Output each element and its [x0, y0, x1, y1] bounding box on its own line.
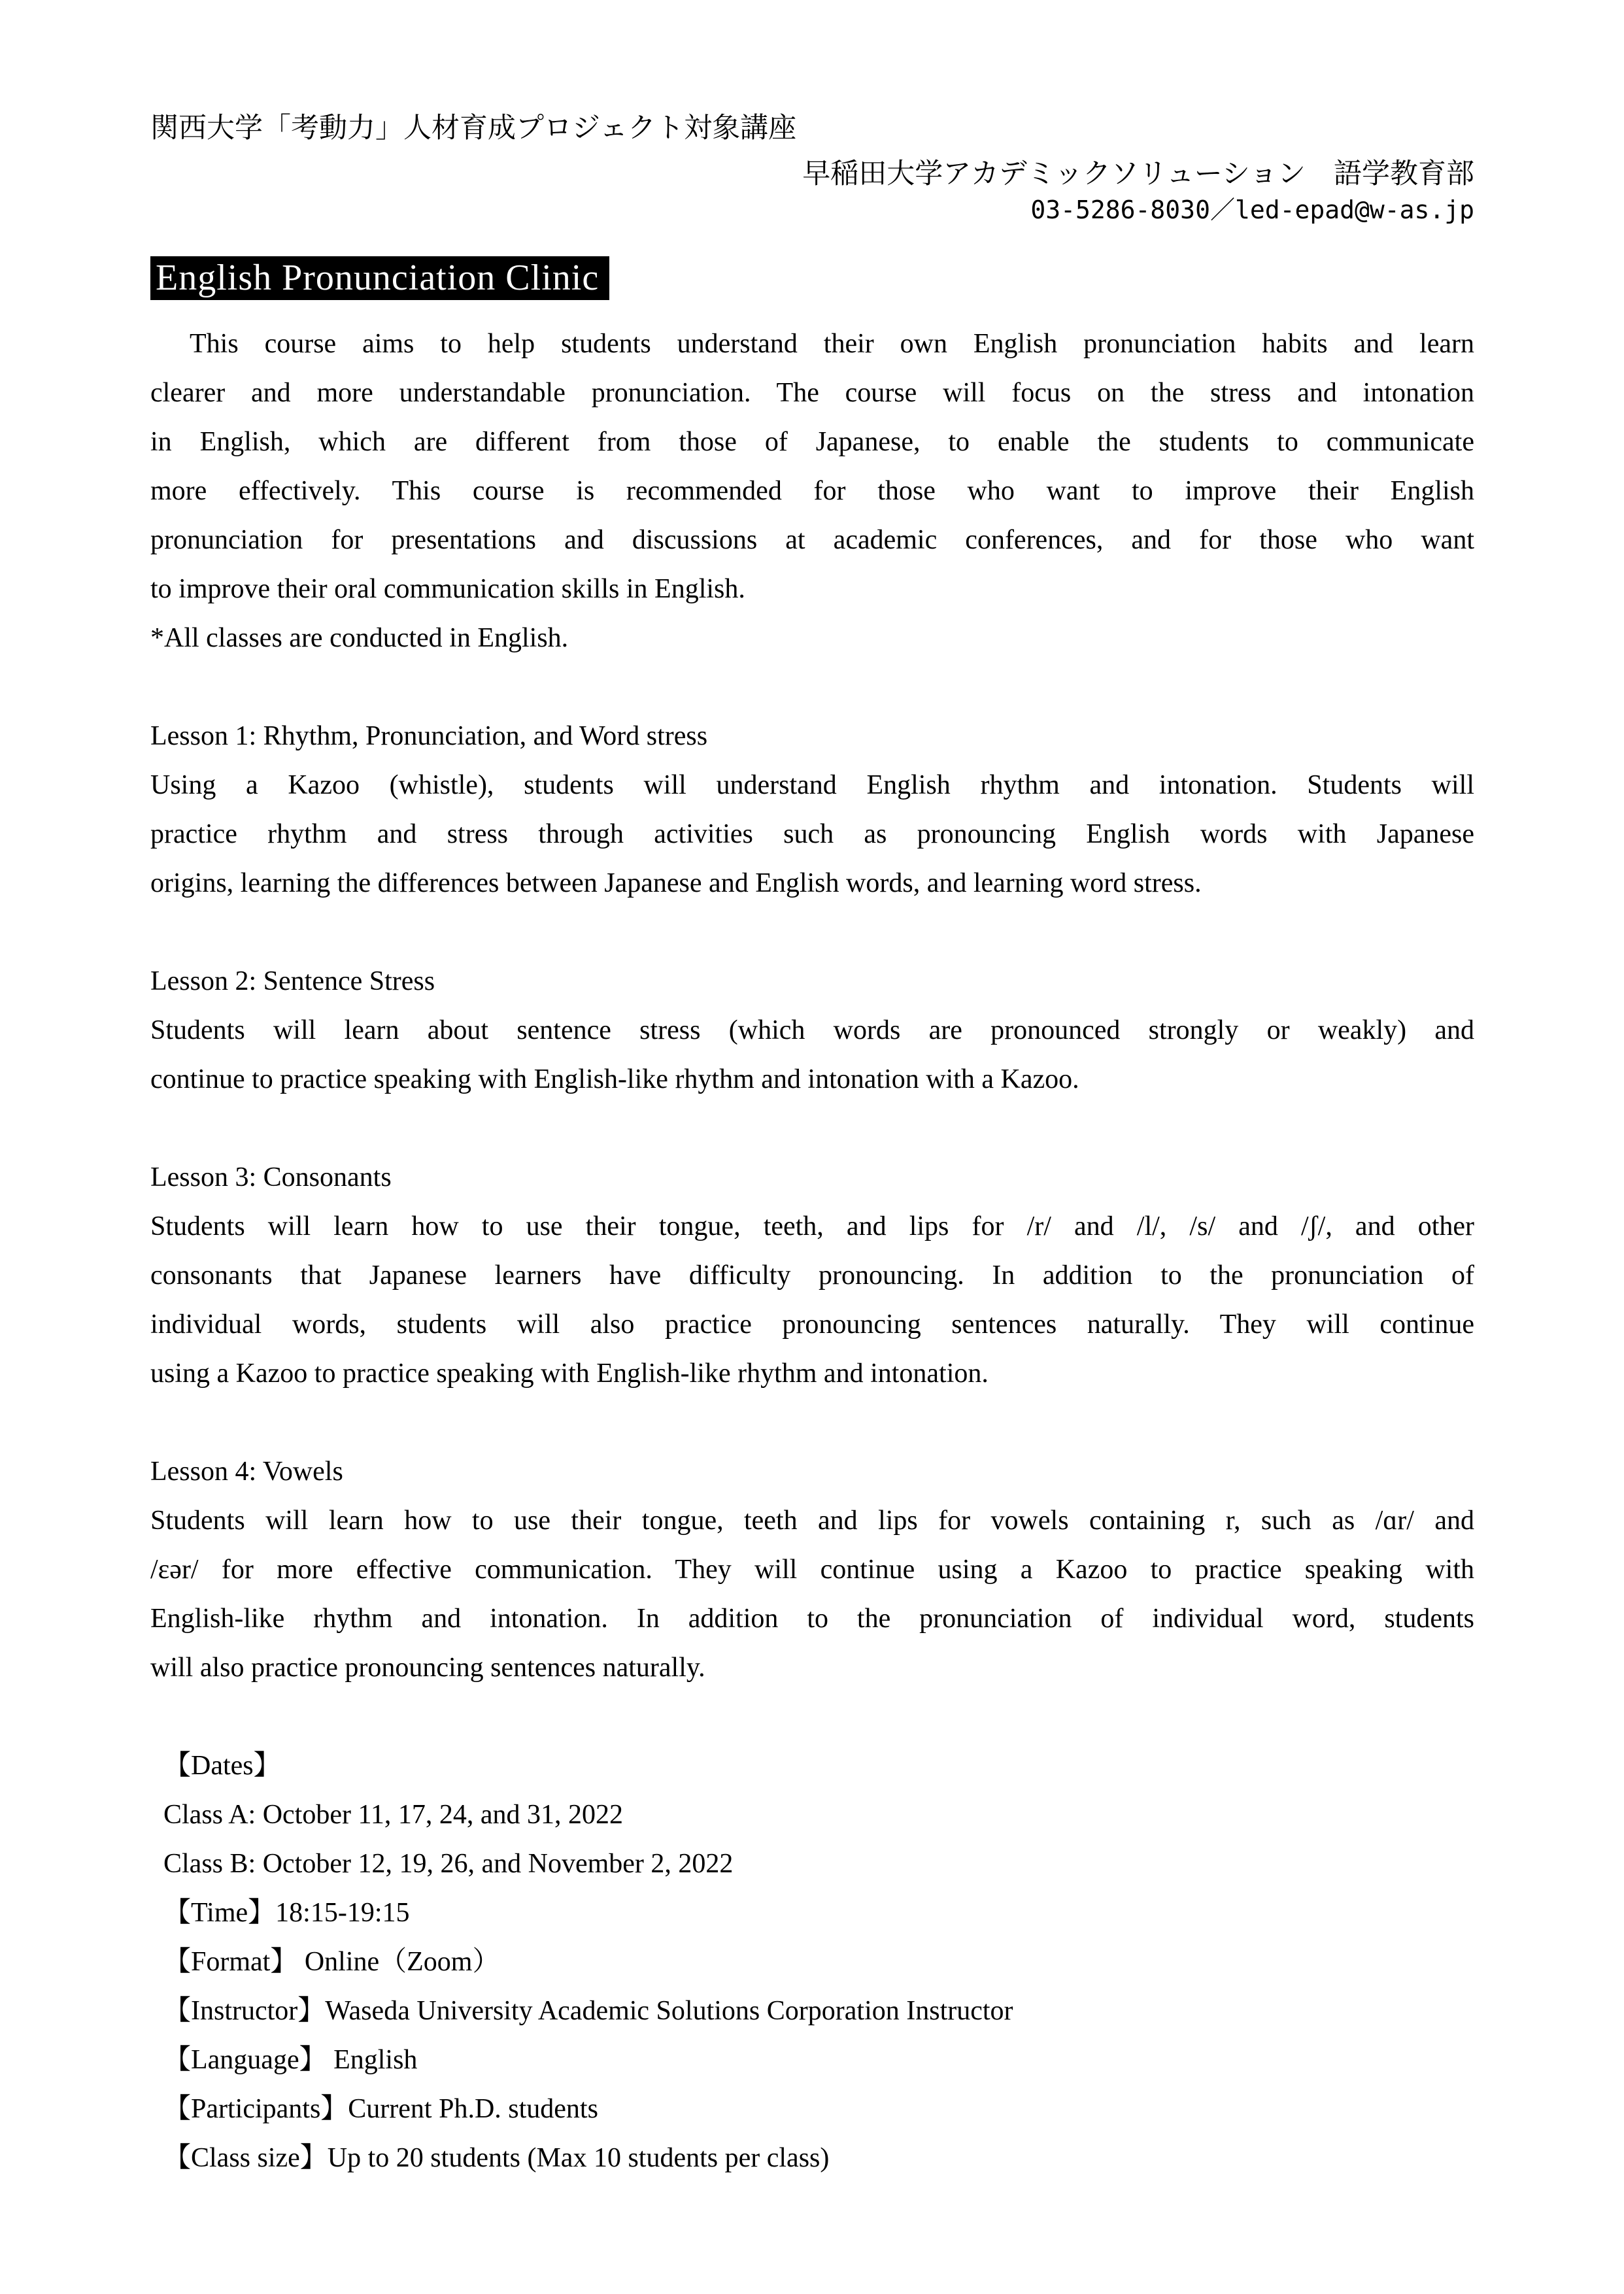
detail-language: 【Language】 English — [163, 2045, 418, 2075]
lesson-line: practice rhythm and stress through activities such as pronouncing English words with Japanese — [150, 819, 1474, 849]
lesson-line: individual words, students will also practice pronouncing sentences naturally. They will continue — [150, 1309, 1474, 1340]
lesson-line: Using a Kazoo (whistle), students will understand English rhythm and intonation. Students will — [150, 770, 1474, 800]
spacer — [150, 908, 1474, 957]
detail-participants: 【Participants】Current Ph.D. students — [163, 2094, 598, 2124]
course-details — [150, 1742, 1474, 2183]
lesson-line: using a Kazoo to practice speaking with English-like rhythm and intonation. — [150, 1358, 989, 1389]
intro-line: to improve their oral communication skills in English. — [150, 574, 745, 604]
detail-instructor: 【Instructor】Waseda University Academic Solutions Corporation Instructor — [163, 1996, 1013, 2026]
intro-line: pronunciation for presentations and discussions at academic conferences, and for those who want — [150, 525, 1474, 555]
header-right-block — [150, 156, 1474, 228]
title-row — [150, 256, 1474, 300]
detail-class-a: Class A: October 11, 17, 24, and 31, 2022 — [163, 1800, 624, 1830]
detail-class-size: 【Class size】Up to 20 students (Max 10 students per class) — [163, 2143, 830, 2173]
detail-format: 【Format】 Online（Zoom） — [163, 1947, 500, 1977]
lesson-line: continue to practice speaking with English-like rhythm and intonation with a Kazoo. — [150, 1064, 1079, 1094]
intro-line: clearer and more understandable pronunciation. The course will focus on the stress and intonation — [150, 378, 1474, 408]
lesson-line: consonants that Japanese learners have difficulty pronouncing. In addition to the pronunciation of — [150, 1260, 1474, 1290]
header-organization: 早稲田大学アカデミックソリューション 語学教育部 — [802, 158, 1474, 190]
page-title: English Pronunciation Clinic — [150, 256, 609, 300]
lesson-line: Students will learn about sentence stress (which words are pronounced strongly or weakly) and — [150, 1015, 1474, 1045]
spacer — [150, 1693, 1474, 1742]
detail-time: 【Time】18:15-19:15 — [163, 1898, 410, 1928]
intro-line: more effectively. This course is recommended for those who want to improve their English — [150, 476, 1474, 506]
spacer — [150, 1104, 1474, 1153]
lesson-heading: Lesson 4: Vowels — [150, 1457, 343, 1487]
spacer — [150, 1398, 1474, 1447]
lesson-line: English-like rhythm and intonation. In addition to the pronunciation of individual word, students — [150, 1604, 1474, 1634]
header-contact-info: 03-5286-8030／led-epad@w-as.jp — [1030, 195, 1474, 224]
detail-dates-label: 【Dates】 — [163, 1751, 281, 1781]
lesson-line: Students will learn how to use their tongue, teeth and lips for vowels containing r, such as /ɑr/ and — [150, 1506, 1474, 1536]
lesson-heading: Lesson 3: Consonants — [150, 1162, 392, 1192]
intro-note: *All classes are conducted in English. — [150, 623, 569, 653]
lesson-line: /ɛər/ for more effective communication. They will continue using a Kazoo to practice speaking with — [150, 1555, 1474, 1585]
header-course-tag: 関西大学「考動力」人材育成プロジェクト対象講座 — [150, 112, 797, 144]
intro-line: This course aims to help students understand their own English pronunciation habits and learn — [190, 329, 1474, 359]
intro-line: in English, which are different from those of Japanese, to enable the students to communicate — [150, 427, 1474, 457]
lesson-heading: Lesson 1: Rhythm, Pronunciation, and Word stress — [150, 721, 708, 751]
lesson-line: origins, learning the differences between Japanese and English words, and learning word stress. — [150, 868, 1202, 898]
lesson-line: Students will learn how to use their tongue, teeth, and lips for /r/ and /l/, /s/ and /ʃ/, and other — [150, 1211, 1474, 1241]
detail-class-b: Class B: October 12, 19, 26, and November 2, 2022 — [163, 1849, 734, 1879]
document-body — [150, 320, 1474, 2183]
spacer — [150, 663, 1474, 712]
lesson-heading: Lesson 2: Sentence Stress — [150, 966, 435, 996]
lesson-line: will also practice pronouncing sentences naturally. — [150, 1653, 705, 1683]
